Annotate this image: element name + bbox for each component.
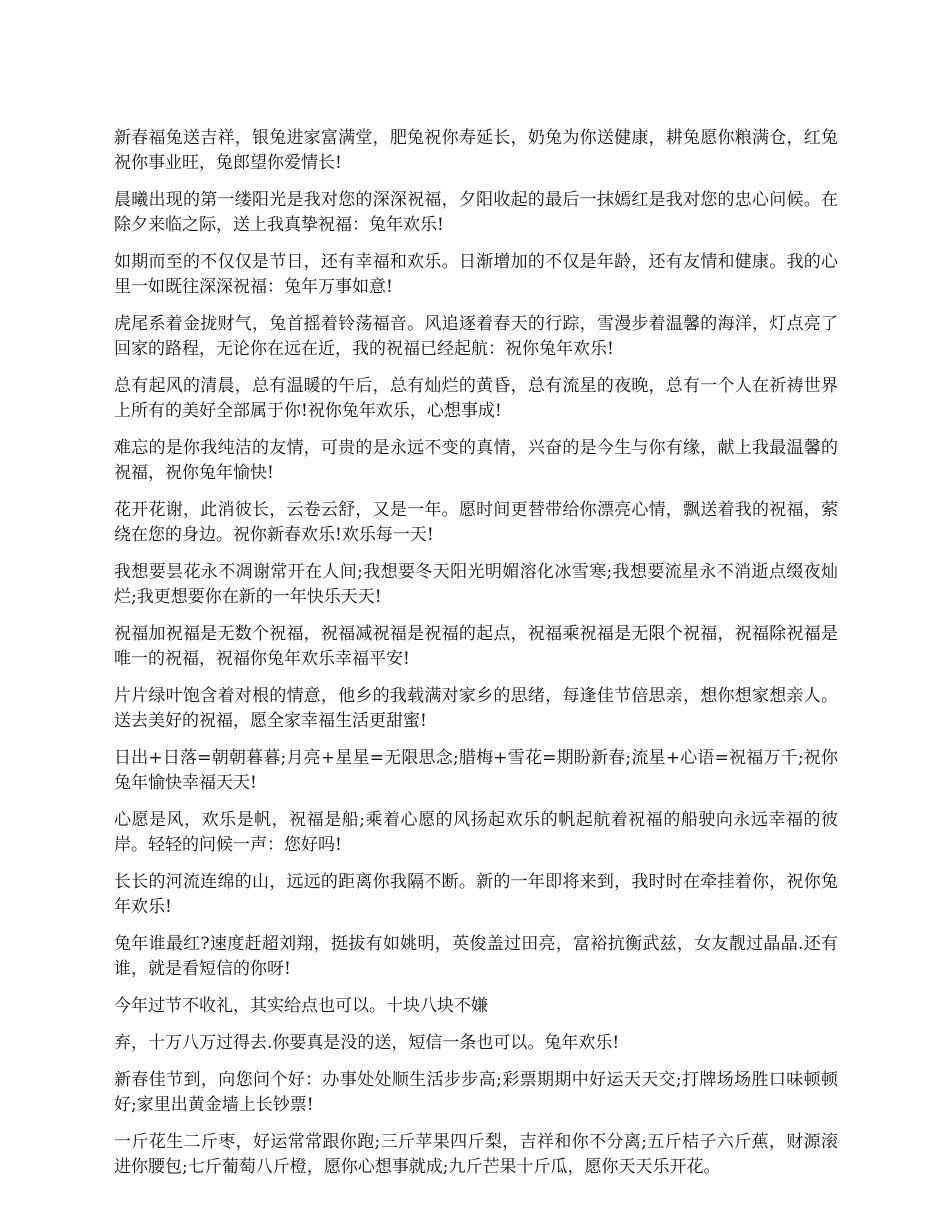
paragraph-15: 今年过节不收礼，其实给点也可以。十块八块不嫌 bbox=[114, 996, 488, 1016]
paragraph-1: 新春福兔送吉祥，银兔进家富满堂，肥兔祝你寿延长，奶兔为你送健康，耕兔愿你粮满仓，红兔祝你事业旺，兔郎望你爱情长! bbox=[114, 128, 838, 173]
paragraph-5: 总有起风的清晨，总有温暖的午后，总有灿烂的黄昏，总有流星的夜晚，总有一个人在祈祷世界上所有的美好全部属于你!祝你兔年欢乐，心想事成! bbox=[114, 376, 838, 421]
paragraph-12: 心愿是风，欢乐是帆，祝福是船;乘着心愿的风扬起欢乐的帆起航着祝福的船驶向永远幸福的彼岸。轻轻的问候一声：您好吗! bbox=[114, 810, 838, 855]
paragraph-7: 花开花谢，此消彼长，云卷云舒，又是一年。愿时间更替带给你漂亮心情，飘送着我的祝福，萦绕在您的身边。祝你新春欢乐!欢乐每一天! bbox=[114, 500, 838, 545]
paragraph-16: 弃，十万八万过得去.你要真是没的送，短信一条也可以。兔年欢乐! bbox=[114, 1033, 620, 1053]
paragraph-9: 祝福加祝福是无数个祝福，祝福减祝福是祝福的起点，祝福乘祝福是无限个祝福，祝福除祝福是唯一的祝福，祝福你兔年欢乐幸福平安! bbox=[114, 624, 838, 669]
paragraph-13: 长长的河流连绵的山，远远的距离你我隔不断。新的一年即将来到，我时时在牵挂着你，祝你兔年欢乐! bbox=[114, 872, 838, 917]
paragraph-6: 难忘的是你我纯洁的友情，可贵的是永远不变的真情，兴奋的是今生与你有缘，献上我最温馨的祝福，祝你兔年愉快! bbox=[114, 438, 838, 483]
paragraph-10: 片片绿叶饱含着对根的情意，他乡的我载满对家乡的思绪，每逢佳节倍思亲，想你想家想亲人。送去美好的祝福，愿全家幸福生活更甜蜜! bbox=[114, 686, 838, 731]
paragraph-11: 日出+日落=朝朝暮暮;月亮+星星=无限思念;腊梅+雪花=期盼新春;流星+心语=祝福万千;祝你兔年愉快幸福天天! bbox=[114, 748, 838, 793]
paragraph-2: 晨曦出现的第一缕阳光是我对您的深深祝福，夕阳收起的最后一抹嫣红是我对您的忠心问候。在除夕来临之际，送上我真挚祝福：兔年欢乐! bbox=[114, 190, 838, 235]
paragraph-14: 兔年谁最红?速度赶超刘翔，挺拔有如姚明，英俊盖过田亮，富裕抗衡武兹，女友靓过晶晶.还有谁，就是看短信的你呀! bbox=[114, 934, 838, 979]
paragraph-8: 我想要昙花永不凋谢常开在人间;我想要冬天阳光明媚溶化冰雪寒;我想要流星永不消逝点缀夜灿烂;我更想要你在新的一年快乐天天! bbox=[114, 562, 838, 607]
paragraph-3: 如期而至的不仅仅是节日，还有幸福和欢乐。日渐增加的不仅是年龄，还有友情和健康。我的心里一如既往深深祝福：兔年万事如意! bbox=[114, 252, 838, 297]
paragraph-17: 新春佳节到，向您问个好：办事处处顺生活步步高;彩票期期中好运天天交;打牌场场胜口味顿顿好;家里出黄金墙上长钞票! bbox=[114, 1070, 838, 1115]
paragraph-18: 一斤花生二斤枣，好运常常跟你跑;三斤苹果四斤梨，吉祥和你不分离;五斤桔子六斤蕉，财源滚进你腰包;七斤葡萄八斤橙，愿你心想事就成;九斤芒果十斤瓜，愿你天天乐开花。 bbox=[114, 1132, 838, 1177]
document-body bbox=[114, 126, 838, 1192]
paragraph-4: 虎尾系着金拢财气，兔首摇着铃荡福音。风追逐着春天的行踪，雪漫步着温馨的海洋，灯点亮了回家的路程，无论你在远在近，我的祝福已经起航：祝你兔年欢乐! bbox=[114, 314, 838, 359]
